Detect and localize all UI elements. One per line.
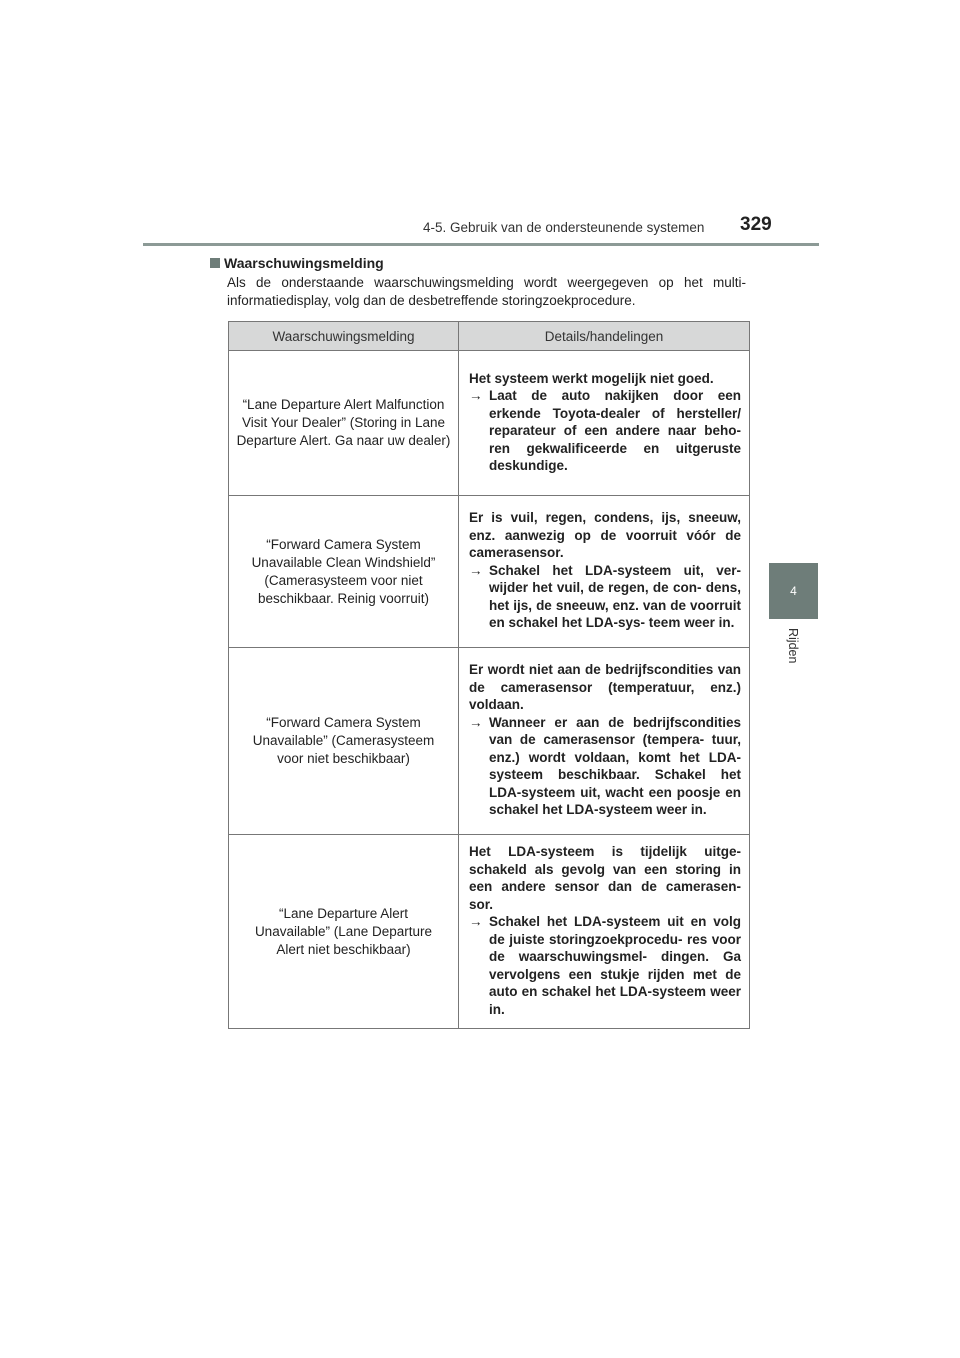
details-cell: [459, 648, 750, 835]
warning-message: “Lane Departure Alert Malfunction Visit Your Dealer” (Storing in Lane Departure Alert. Ga naar uw dealer): [236, 397, 451, 448]
action-item: [469, 714, 741, 819]
details-text: Het systeem werkt mogelijk niet goed.: [469, 370, 714, 386]
chapter-tab: [769, 563, 818, 619]
details-cell: [459, 835, 750, 1029]
details-text: Er wordt niet aan de bedrijfscondities van de camerasensor (temperatuur, enz.) voldaan.: [469, 662, 741, 713]
action-item: [469, 562, 741, 632]
chapter-label: Rijden: [786, 628, 800, 664]
square-bullet-icon: [210, 258, 220, 268]
message-cell: [229, 835, 459, 1029]
arrow-icon: →: [469, 714, 483, 730]
table-row: [229, 648, 750, 835]
message-cell: [229, 496, 459, 648]
running-header: 4-5. Gebruik van de ondersteunende systemen: [423, 220, 705, 235]
details-cell: [459, 496, 750, 648]
action-text: Schakel het LDA-systeem uit en volg de juiste storingzoekprocedu- res voor de waarschuwingsmel- dingen. Ga vervolgens een stukje rijden met de auto en schakel het LDA-systeem weer in.: [489, 914, 741, 1017]
warning-message: “Forward Camera System Unavailable Clean Windshield” (Camerasysteem voor niet beschikbaar. Reinig voorruit): [251, 536, 436, 606]
warning-message: “Lane Departure Alert Unavailable” (Lane Departure Alert niet beschikbaar): [254, 905, 433, 957]
chapter-number: 4: [790, 584, 797, 598]
action-item: [469, 387, 741, 475]
action-text: Wanneer er aan de bedrijfscondities van de camerasensor (tempera- tuur, enz.) wordt voldaan, komt het LDA-systeem beschikbaar. Schakel het LDA-systeem uit, wacht een poosje en schakel het LDA-systeem weer in.: [489, 714, 741, 818]
message-cell: [229, 351, 459, 496]
column-header-details: Details/handelingen: [459, 322, 750, 351]
section-heading-text: Waarschuwingsmelding: [224, 255, 384, 271]
intro-paragraph: Als de onderstaande waarschuwingsmelding wordt weergegeven op het multi-informatiedisplay, volg dan de desbetreffende storingzoekprocedure.: [227, 275, 746, 308]
arrow-icon: →: [469, 914, 483, 929]
table-header-row: [229, 322, 750, 351]
header-divider: [143, 243, 819, 246]
warning-table: [228, 321, 750, 1029]
details-cell: [459, 351, 750, 496]
table-row: [229, 351, 750, 496]
action-item: [469, 913, 741, 1018]
arrow-icon: →: [469, 388, 483, 403]
details-text: Er is vuil, regen, condens, ijs, sneeuw, enz. aanwezig op de voorruit vóór de camerasensor.: [469, 510, 741, 561]
column-header-message: Waarschuwingsmelding: [229, 322, 459, 351]
action-text: Laat de auto nakijken door een erkende Toyota-dealer of hersteller/ reparateur of een andere naar beho- ren gekwalificeerde en uitgeruste deskundige.: [489, 388, 741, 473]
warning-message: “Forward Camera System Unavailable” (Camerasysteem voor niet beschikbaar): [252, 715, 435, 766]
table-row: [229, 496, 750, 648]
page-number: 329: [740, 214, 772, 235]
action-text: Schakel het LDA-systeem uit, ver- wijder het vuil, de regen, de con- dens, het ijs, de sneeuw, enz. van de voorruit en schakel het LDA-sys- teem weer in.: [489, 562, 741, 631]
arrow-icon: →: [469, 562, 483, 578]
section-heading: [210, 255, 384, 271]
details-text: Het LDA-systeem is tijdelijk uitge- schakeld als gevolg van een storing in een andere sensor dan de camerasen- sor.: [469, 844, 741, 912]
table-row: [229, 835, 750, 1029]
message-cell: [229, 648, 459, 835]
